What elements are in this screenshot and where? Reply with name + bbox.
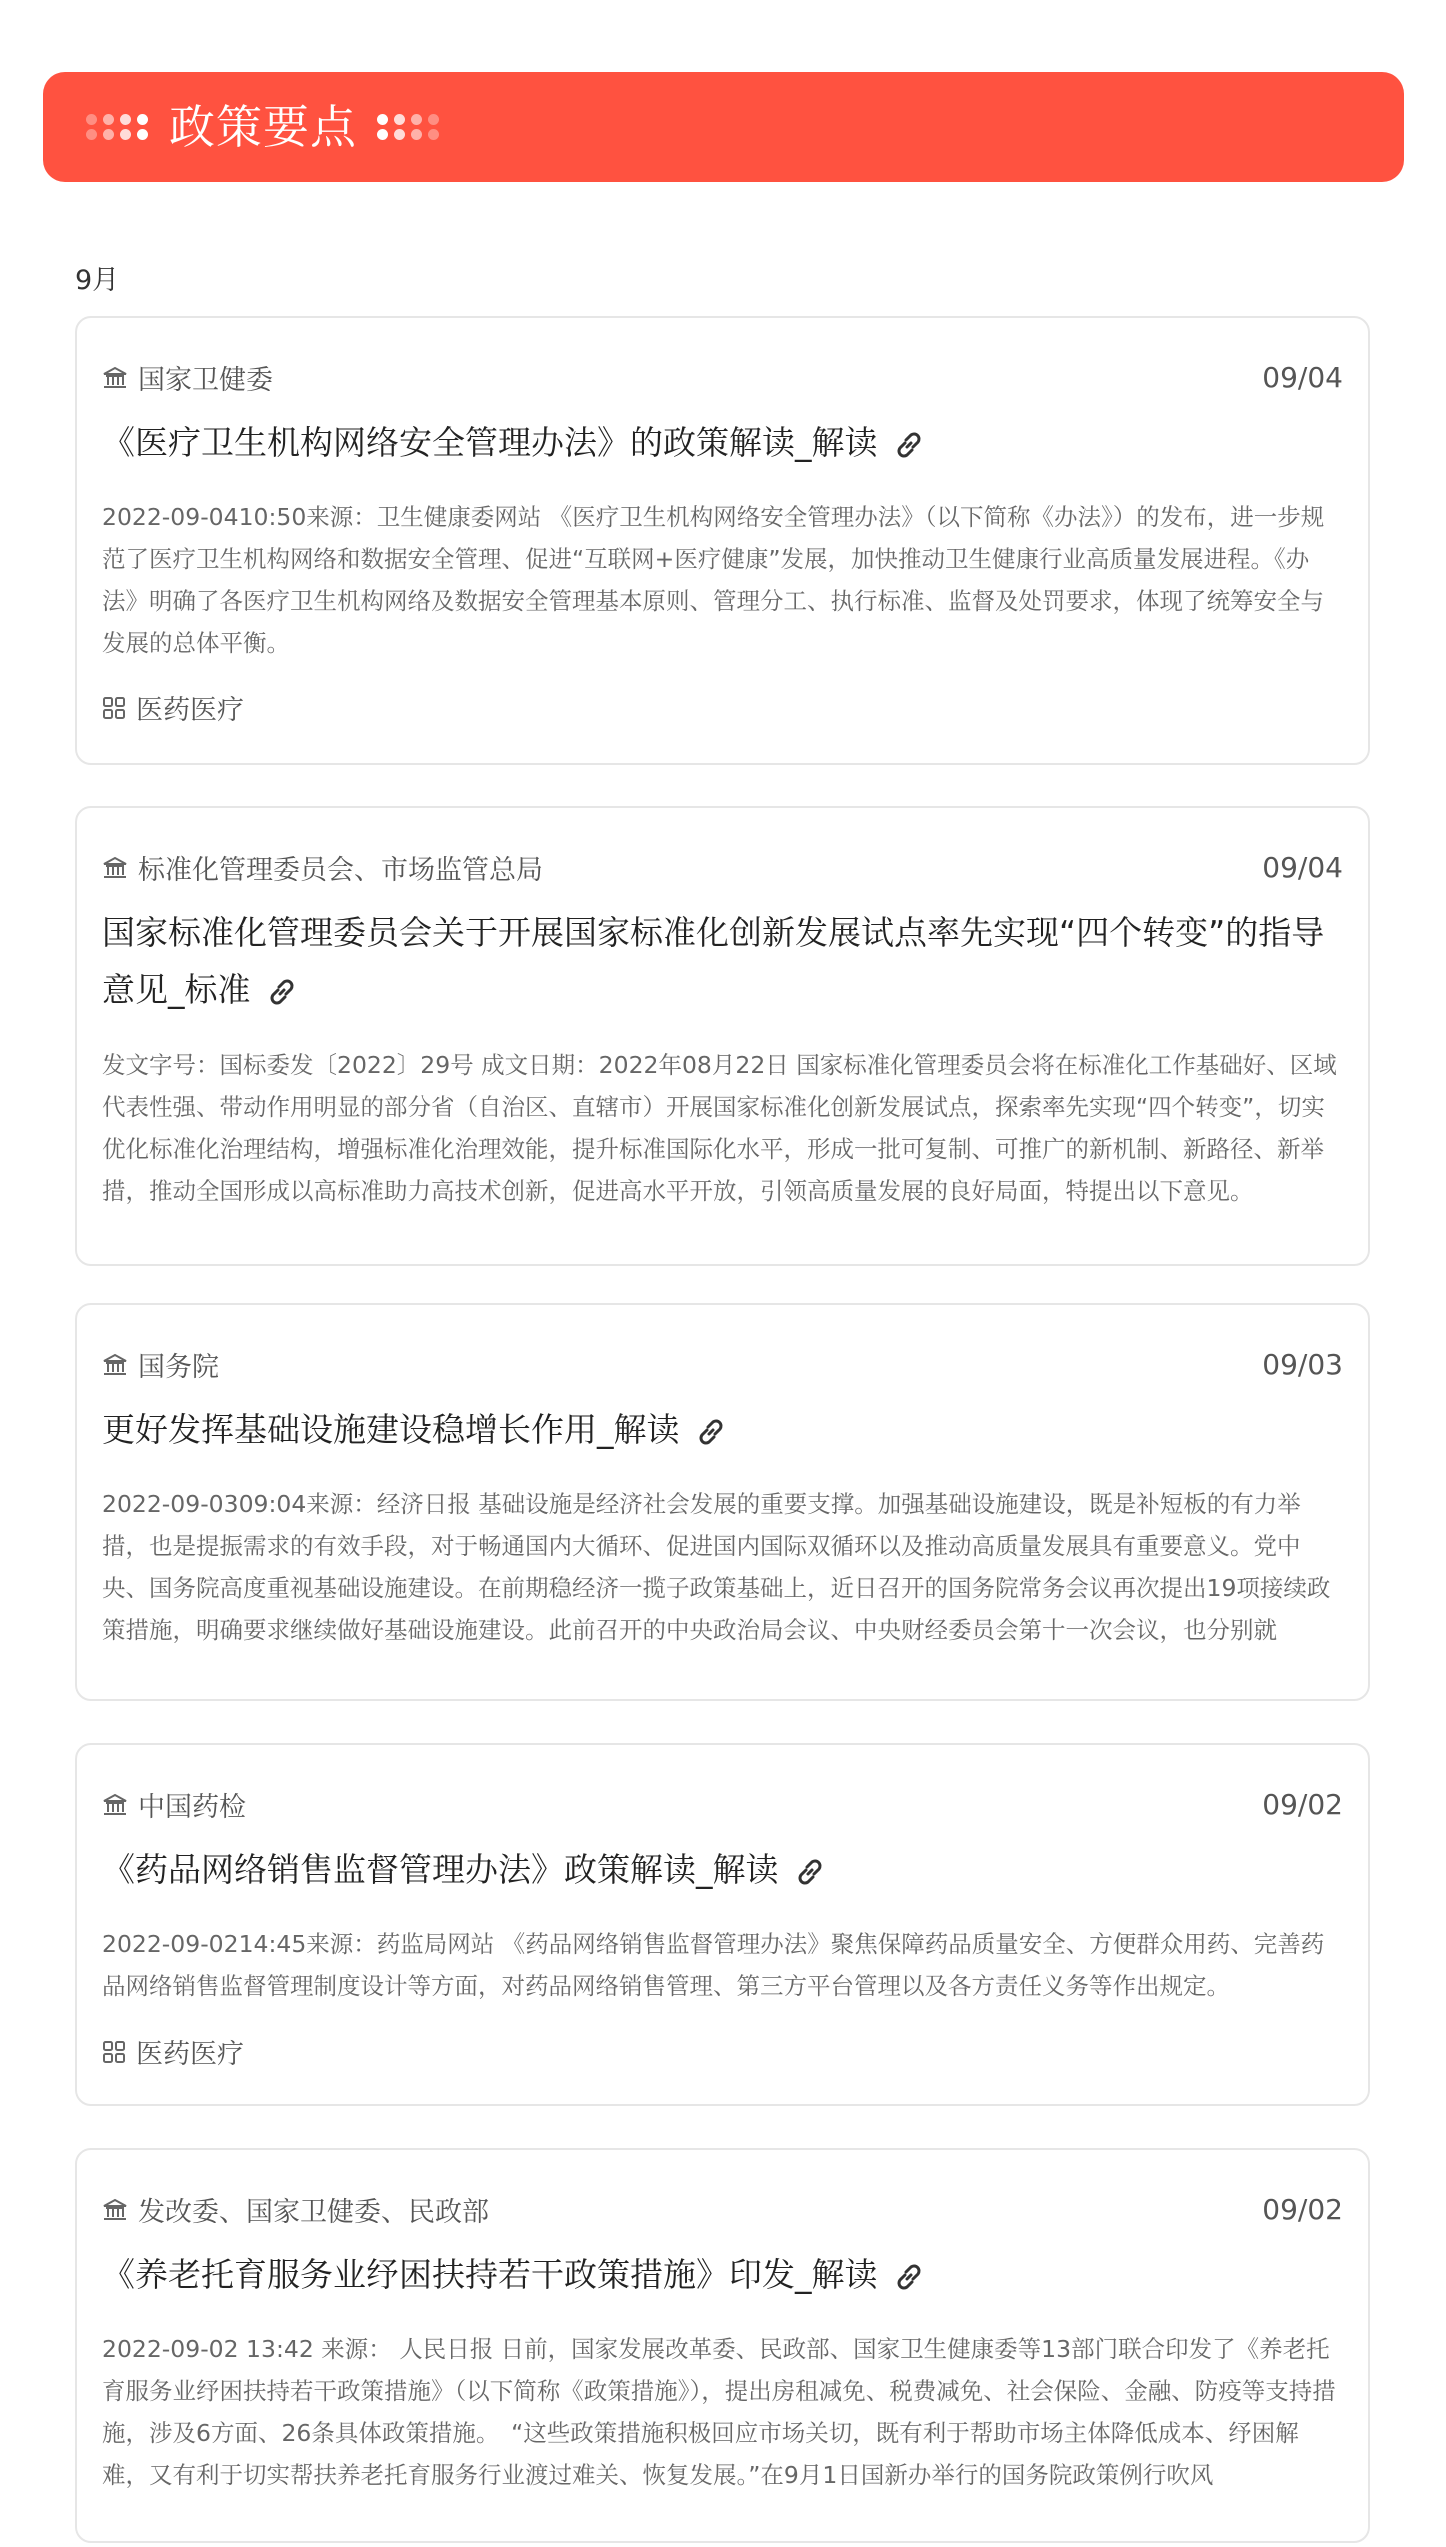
institution-icon [102,1352,128,1378]
tag-label: 医药医疗 [136,695,244,726]
policy-summary: 2022-09-02 13:42 来源： 人民日报 日前，国家发展改革委、民政部、国家卫生健康委等13部门联合印发了《养老托育服务业纾困扶持若干政策措施》（以下简称《政策措施》），提出房租减免、税费减免、社会保险、金融、防疫等支持措施，涉及6方面、26条具体政策措施。 “这些政策措施积极回应市场关切，既有利于帮助市场主体降低成本、纾困解难，又有利于切实帮扶养老托育服务行业渡过难关、恢复发展。”在9月1日国新办举行的国务院政策例行吹风 [102,2335,1336,2489]
policy-card[interactable] [75,1303,1370,1701]
policy-title-row[interactable] [102,2246,1343,2303]
issuer-name: 国务院 [138,1352,219,1383]
policy-title[interactable]: 《养老托育服务业纾困扶持若干政策措施》印发_解读 [102,2255,878,2294]
issuer-name: 发改委、国家卫健委、民政部 [138,2197,489,2228]
policy-title-row[interactable] [102,1401,1343,1458]
policy-title[interactable]: 《药品网络销售监督管理办法》政策解读_解读 [102,1850,779,1889]
policy-date: 09/04 [1262,361,1343,394]
issuer [102,1345,219,1384]
month-label: 9月 [75,265,120,296]
page-title: 政策要点 [169,100,357,154]
policy-title-row[interactable] [102,1841,1343,1898]
policy-date: 09/03 [1262,1348,1343,1381]
policy-date: 09/04 [1262,851,1343,884]
institution-icon [102,2197,128,2223]
policy-summary: 2022-09-0214:45来源：药监局网站 《药品网络销售监督管理办法》聚焦保障药品质量安全、方便群众用药、完善药品网络销售监督管理制度设计等方面，对药品网络销售管理、第三方平台管理以及各方责任义务等作出规定。 [102,1930,1325,2000]
institution-icon [102,365,128,391]
policy-tag [102,688,244,727]
issuer [102,358,273,397]
link-icon[interactable] [892,2260,926,2294]
policy-card[interactable] [75,316,1370,765]
policy-date: 09/02 [1262,2193,1343,2226]
category-icon [102,696,126,720]
link-icon[interactable] [694,1415,728,1449]
policy-summary: 2022-09-0410:50来源：卫生健康委网站 《医疗卫生机构网络安全管理办法》（以下简称《办法》）的发布，进一步规范了医疗卫生机构网络和数据安全管理、促进“互联网+医疗健康”发展，加快推动卫生健康行业高质量发展进程。《办法》明确了各医疗卫生机构网络及数据安全管理基本原则、管理分工、执行标准、监督及处罚要求，体现了统筹安全与发展的总体平衡。 [102,503,1325,657]
policy-card[interactable] [75,806,1370,1266]
link-icon[interactable] [793,1855,827,1889]
policy-date: 09/02 [1262,1788,1343,1821]
tag-label: 医药医疗 [136,2039,244,2070]
issuer [102,1785,246,1824]
category-icon [102,2040,126,2064]
policy-card[interactable] [75,2148,1370,2543]
issuer [102,2190,489,2229]
policy-summary: 2022-09-0309:04来源：经济日报 基础设施是经济社会发展的重要支撑。加强基础设施建设，既是补短板的有力举措，也是提振需求的有效手段，对于畅通国内大循环、促进国内国际双循环以及推动高质量发展具有重要意义。党中央、国务院高度重视基础设施建设。在前期稳经济一揽子政策基础上，近日召开的国务院常务会议再次提出19项接续政策措施，明确要求继续做好基础设施建设。此前召开的中央政治局会议、中央财经委员会第十一次会议，也分别就 [102,1490,1331,1644]
decorative-dots-icon [377,114,440,141]
institution-icon [102,1792,128,1818]
policy-title-row[interactable] [102,904,1343,1018]
issuer-name: 标准化管理委员会、市场监管总局 [138,855,543,886]
issuer [102,848,543,887]
policy-summary: 发文字号：国标委发〔2022〕29号 成文日期：2022年08月22日 国家标准化管理委员会将在标准化工作基础好、区域代表性强、带动作用明显的部分省（自治区、直辖市）开展国家标准化创新发展试点，探索率先实现“四个转变”，切实优化标准化治理结构，增强标准化治理效能，提升标准国际化水平，形成一批可复制、可推广的新机制、新路径、新举措，推动全国形成以高标准助力高技术创新，促进高水平开放，引领高质量发展的良好局面，特提出以下意见。 [102,1051,1337,1205]
policy-tag [102,2032,244,2071]
policy-title-row[interactable] [102,414,1343,471]
issuer-name: 国家卫健委 [138,365,273,396]
policy-card[interactable] [75,1743,1370,2106]
policy-title[interactable]: 国家标准化管理委员会关于开展国家标准化创新发展试点率先实现“四个转变”的指导意见_标准 [102,913,1325,1009]
policy-title[interactable]: 更好发挥基础设施建设稳增长作用_解读 [102,1410,680,1449]
issuer-name: 中国药检 [138,1792,246,1823]
decorative-dots-icon [86,114,149,141]
link-icon[interactable] [892,428,926,462]
policy-title[interactable]: 《医疗卫生机构网络安全管理办法》的政策解读_解读 [102,423,878,462]
institution-icon [102,855,128,881]
page-header-banner [43,72,1404,182]
link-icon[interactable] [265,975,299,1009]
